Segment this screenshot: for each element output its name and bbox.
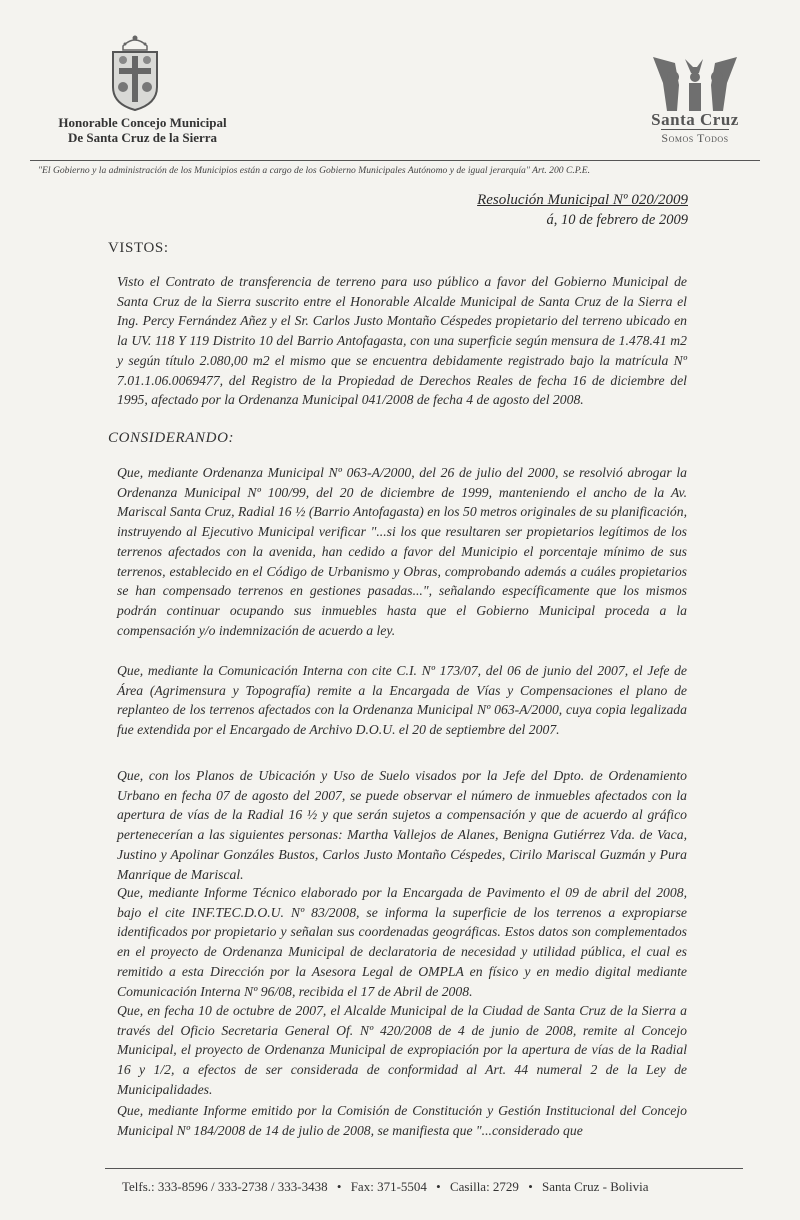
considerando-heading: CONSIDERANDO: [108, 430, 235, 446]
vistos-paragraph: Visto el Contrato de transferencia de terreno para uso público a favor del Gobierno Municipal de Santa Cruz de la Sierra suscrito entre el Honorable Alcalde Municipal de Santa Cruz de la Sierra el Ing. Percy Fernández Añez y el Sr. Carlos Justo Montaño Céspedes propietario del terreno ubicado en la UV. 118 Y 119 Distrito 10 del Barrio Antofagasta, con una superficie según mensura de 1.478.41 m2 y según título 2.080,00 m2 el mismo que se encuentra debidamente registrado bajo la matrícula Nº 7.01.1.06.0069477, del Registro de la Propiedad de Derechos Reales de fecha 16 de diciembre del 1995, afectado por la Ordenanza Municipal 041/2008 de fecha 4 de agosto del 2008. [117, 274, 687, 408]
footer-separator: • [336, 1179, 342, 1194]
santa-cruz-logo [640, 55, 750, 155]
footer-fax: Fax: 371-5504 [350, 1179, 427, 1194]
people-figures-icon [645, 55, 745, 113]
footer-phones: Telfs.: 333-8596 / 333-2738 / 333-3438 [122, 1179, 328, 1194]
logo-subtitle: Somos Todos [661, 131, 729, 145]
considerando-paragraph: Que, mediante Ordenanza Municipal Nº 063-A/2000, del 26 de julio del 2000, se resolvió abrogar la Ordenanza Municipal Nº 100/99, del 20 de diciembre de 1999, manteniendo el ancho de la Av. Mariscal Santa Cruz, Radial 16 ½ (Barrio Antofagasta) en los 50 metros originales de su planificación, instruyendo al Ejecutivo Municipal verificar "...si los que resultaren ser propietarios legítimos de los terrenos afectados con la avenida, han cedido a favor del Municipio el porcentaje mínimo de sus terrenos, establecido en el Código de Urbanismo y Obras, comprobando además a cuáles propietarios se han compensado terrenos en gestiones pasadas...", señalando específicamente que los mismos podrán continuar ocupando sus inmuebles hasta que el Gobierno Municipal proceda a la compensación y/o indemnización de acuerdo a ley. [117, 465, 687, 638]
considerando-paragraph: Que, mediante Informe emitido por la Comisión de Constitución y Gestión Institucional del Concejo Municipal Nº 184/2008 de 14 de julio de 2008, se manifiesta que "...considerado que [117, 1103, 687, 1138]
constitution-motto: "El Gobierno y la administración de los Municipios están a cargo de los Gobierno Municipales Autónomo y de igual jerarquía" Art. 200 C.P.E. [38, 165, 591, 176]
council-name [40, 115, 245, 145]
resolution-number: Resolución Municipal Nº 020/2009 [477, 192, 688, 208]
coat-of-arms-emblem [105, 32, 165, 112]
footer-city: Santa Cruz - Bolivia [542, 1179, 649, 1194]
considerando-paragraph: Que, con los Planos de Ubicación y Uso de Suelo visados por la Jefe del Dpto. de Ordenamiento Urbano en fecha 07 de agosto del 2007, se puede observar el número de inmuebles afectados con la apertura de vías de la Radial 16 ½ y que serán sujetos a compensación y que de acuerdo al gráfico pertenecerían a las siguientes personas: Martha Vallejos de Alanes, Benigna Gutiérrez Vda. de Vaca, Justino y Apolinar Gonzáles Bustos, Carlos Justo Montaño Céspedes, Cirilo Mariscal Guzmán y Pura Manrique de Mariscal. [117, 768, 687, 882]
considerando-paragraph: Que, mediante Informe Técnico elaborado por la Encargada de Pavimento el 09 de abril del 2008, bajo el cite INF.TEC.D.O.U. Nº 83/2008, se informa la superficie de los terrenos a expropiarse identificados por propietario y señalan sus coordenadas geográficas. Estos datos son complementados en el proyecto de Ordenanza Municipal de declaratoria de necesidad y utilidad pública, el cual es remitido a esta Dirección por la Asesora Legal de OMPLA en físico y en medio digital mediante Comunicación Interna Nº 96/08, recibida el 17 de Abril de 2008. [117, 885, 687, 999]
council-name-line2: De Santa Cruz de la Sierra [67, 130, 218, 145]
council-name-line1: Honorable Concejo Municipal [58, 115, 227, 130]
vistos-heading: VISTOS: [108, 240, 169, 256]
considerando-paragraph: Que, mediante la Comunicación Interna con cite C.I. Nº 173/07, del 06 de junio del 2007, el Jefe de Área (Agrimensura y Topografía) remite a la Encargada de Vías y Compensaciones el plano de replanteo de los terrenos afectados con la Ordenanza Municipal Nº 063-A/2000, cuya copia legalizada fue extendida por el Encargado de Archivo D.O.U. el 20 de septiembre del 2007. [117, 663, 687, 738]
resolution-date: á, 10 de febrero de 2009 [546, 212, 688, 228]
footer-separator: • [436, 1179, 441, 1194]
logo-title: Santa Cruz [651, 110, 739, 129]
footer-divider [105, 1168, 743, 1169]
footer-separator: • [528, 1179, 533, 1194]
footer-contact [122, 1179, 649, 1195]
footer-box: Casilla: 2729 [449, 1179, 519, 1194]
header-divider [30, 160, 760, 161]
considerando-paragraph: Que, en fecha 10 de octubre de 2007, el Alcalde Municipal de la Ciudad de Santa Cruz de la Sierra a través del Oficio Secretaria General Of. Nº 420/2008 de 4 de junio de 2008, remite al Concejo Municipal, el proyecto de Ordenanza Municipal de expropiación por la apertura de vías de la Radial 16 y 1/2, a efectos de ser considerada de conformidad al Art. 44 numeral 2 de la Ley de Municipalidades. [117, 1003, 687, 1097]
